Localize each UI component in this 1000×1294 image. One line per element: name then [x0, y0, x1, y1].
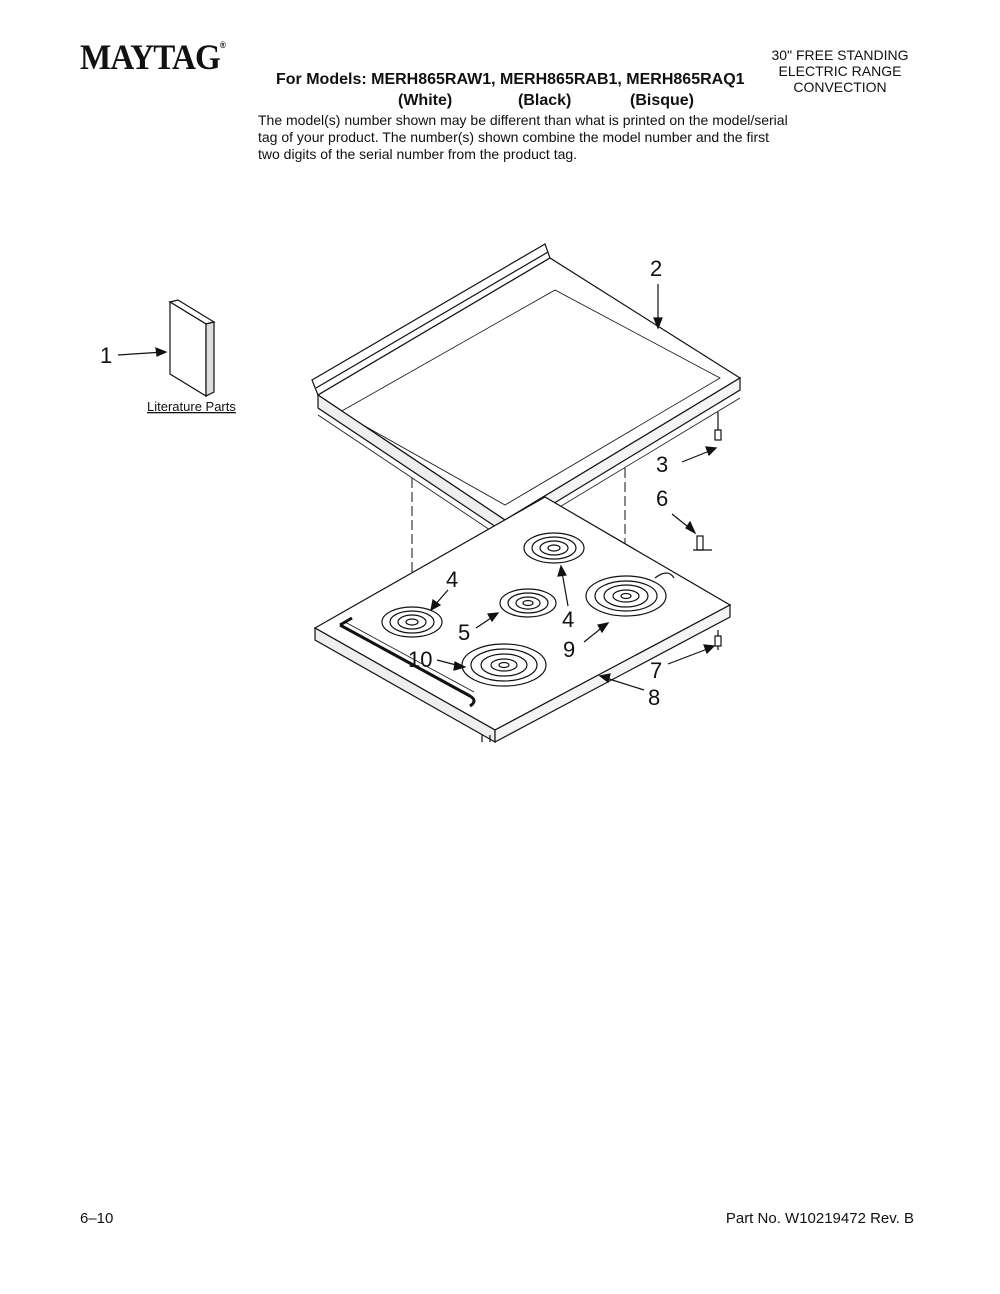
callout-4a: 4	[446, 567, 459, 592]
leader-line-8	[606, 678, 644, 690]
models-line: For Models: MERH865RAW1, MERH865RAB1, MERH865RAQ1	[276, 71, 745, 88]
callout-8: 8	[648, 685, 661, 710]
callout-2: 2	[650, 256, 663, 281]
arrowhead-7	[704, 645, 714, 653]
callout-1: 1	[100, 343, 113, 368]
maytag-logo: MAYTAG®	[80, 37, 226, 77]
callout-5: 5	[458, 620, 471, 645]
callout-7: 7	[650, 658, 663, 683]
model-number-note: The model(s) number shown may be different than what is printed on the model/serial tag of your product. The number(s) shown combine the model number and the first two digits of the serial number from the product tag.	[258, 112, 788, 162]
callout-6: 6	[656, 486, 669, 511]
screw-7-icon	[715, 630, 721, 650]
callout-10: 10	[408, 647, 433, 672]
range-type-line: 30" FREE STANDING	[771, 47, 909, 63]
footer-date: 6–10	[80, 1210, 114, 1227]
color-white: (White)	[398, 92, 453, 109]
arrowhead-6	[686, 522, 695, 533]
range-type-line: CONVECTION	[793, 79, 887, 95]
color-bisque: (Bisque)	[630, 92, 694, 109]
screw-3-icon	[715, 412, 721, 440]
range-type-line: ELECTRIC RANGE	[778, 63, 902, 79]
callout-9: 9	[563, 637, 576, 662]
burner-box	[315, 497, 730, 742]
callout-3: 3	[656, 452, 669, 477]
cooktop-top-panel	[312, 244, 740, 540]
leader-line-7	[668, 648, 710, 664]
callout-4b: 4	[562, 607, 575, 632]
color-black: (Black)	[518, 92, 572, 109]
footer-part-number: Part No. W10219472 Rev. B	[725, 1210, 914, 1227]
literature-booklet-icon	[170, 300, 214, 396]
literature-parts-label: Literature Parts	[147, 399, 236, 414]
arrowhead-3	[706, 447, 716, 455]
clip-6-icon	[693, 536, 712, 550]
arrowhead-1	[156, 348, 166, 356]
